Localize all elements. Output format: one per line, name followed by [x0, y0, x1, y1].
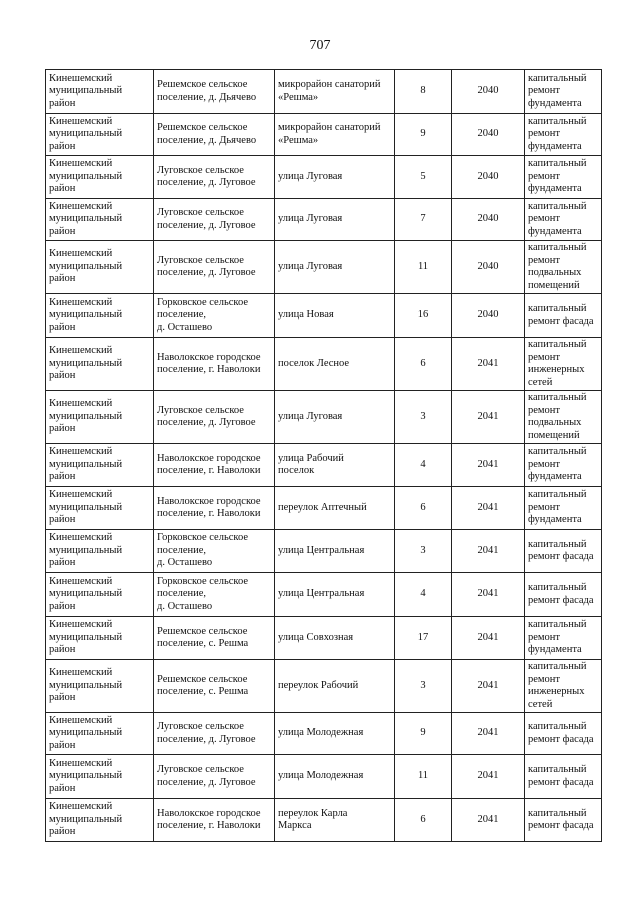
- district-cell-line: Кинешемский: [49, 398, 113, 410]
- street-cell: [275, 114, 395, 156]
- district-cell: [46, 70, 154, 114]
- district-cell-line: Кинешемский: [49, 115, 113, 127]
- page-number: 707: [309, 38, 331, 53]
- street-cell-line: улица Центральная: [278, 544, 365, 556]
- district-cell-line: муниципальный: [49, 501, 123, 513]
- settlement-cell: [154, 660, 275, 713]
- work-type-cell-line: ремонт фасада: [528, 733, 594, 745]
- district-cell: [46, 444, 154, 487]
- work-type-cell-line: фундамента: [528, 97, 582, 109]
- work-type-cell-line: помещений: [528, 429, 580, 441]
- table-body: [46, 70, 602, 842]
- work-type-cell: [525, 713, 602, 755]
- district-cell: [46, 114, 154, 156]
- work-type-cell-line: капитальный: [528, 158, 587, 170]
- street-cell: [275, 338, 395, 391]
- street-cell: [275, 573, 395, 617]
- district-cell-line: район: [49, 225, 76, 237]
- street-cell-line: поселок Лесное: [278, 357, 350, 369]
- street-cell-line: поселок: [278, 465, 315, 476]
- settlement-cell-line: Наволокское городское: [157, 807, 261, 819]
- work-type-cell-line: капитальный: [528, 200, 587, 212]
- year-cell: 2040: [452, 199, 525, 241]
- street-cell-line: улица Луговая: [278, 410, 343, 422]
- settlement-cell-line: Луговское сельское: [157, 721, 244, 732]
- district-cell: [46, 755, 154, 799]
- settlement-cell: [154, 199, 275, 241]
- settlement-cell-line: Луговское сельское: [157, 254, 244, 266]
- table-row: [46, 114, 602, 156]
- district-cell: [46, 338, 154, 391]
- work-type-cell-line: капитальный: [528, 619, 587, 631]
- year-cell: 2041: [452, 530, 525, 573]
- work-type-cell: [525, 573, 602, 617]
- settlement-cell-line: Наволокское городское: [157, 452, 261, 464]
- table-row: [46, 573, 602, 617]
- street-cell-line: «Решма»: [278, 91, 319, 103]
- district-cell-line: район: [49, 97, 76, 109]
- district-cell: [46, 199, 154, 241]
- house-number-cell: 17: [395, 617, 452, 660]
- year-cell: 2041: [452, 799, 525, 842]
- district-cell: [46, 391, 154, 444]
- district-cell-line: район: [49, 644, 76, 656]
- street-cell-line: улица Новая: [278, 309, 334, 321]
- street-cell: [275, 70, 395, 114]
- district-cell-line: муниципальный: [49, 309, 123, 321]
- district-cell-line: Кинешемский: [49, 714, 113, 726]
- settlement-cell-line: поселение, с. Решма: [157, 686, 249, 697]
- house-number-cell: 3: [395, 391, 452, 444]
- street-cell: [275, 444, 395, 487]
- settlement-cell-line: поселение, д. Дьячево: [157, 134, 257, 146]
- work-type-cell-line: ремонт: [528, 85, 561, 97]
- street-cell-line: переулок Рабочий: [278, 679, 359, 691]
- year-cell: 2041: [452, 487, 525, 530]
- house-number-cell: 6: [395, 799, 452, 842]
- settlement-cell: [154, 391, 275, 444]
- house-number-cell: 7: [395, 199, 452, 241]
- district-cell-line: район: [49, 273, 76, 285]
- district-cell-line: муниципальный: [49, 588, 123, 600]
- street-cell-line: «Решма»: [278, 134, 319, 146]
- district-cell-line: муниципальный: [49, 213, 123, 225]
- district-cell-line: район: [49, 739, 76, 751]
- work-type-cell: [525, 660, 602, 713]
- table-row: [46, 391, 602, 444]
- house-number-cell: 6: [395, 487, 452, 530]
- work-type-cell-line: ремонт: [528, 404, 561, 416]
- district-cell-line: Кинешемский: [49, 345, 113, 357]
- year-cell: 2041: [452, 617, 525, 660]
- work-type-cell-line: капитальный: [528, 489, 587, 501]
- district-cell-line: муниципальный: [49, 679, 123, 691]
- settlement-cell: [154, 573, 275, 617]
- house-number-cell: 3: [395, 660, 452, 713]
- year-cell: 2040: [452, 70, 525, 114]
- street-cell-line: микрорайон санаторий: [278, 122, 381, 133]
- district-cell-line: муниципальный: [49, 727, 123, 739]
- district-cell-line: муниципальный: [49, 260, 123, 272]
- table-row: [46, 799, 602, 842]
- settlement-cell-line: Решемское сельское: [157, 625, 248, 637]
- settlement-cell-line: Луговское сельское: [157, 207, 244, 218]
- district-cell: [46, 573, 154, 617]
- district-cell-line: муниципальный: [49, 770, 123, 782]
- work-type-cell-line: ремонт: [528, 631, 561, 643]
- settlement-cell: [154, 241, 275, 294]
- work-type-cell-line: капитальный: [528, 807, 587, 819]
- work-type-cell-line: капитальный: [528, 115, 587, 127]
- district-cell-line: муниципальный: [49, 357, 123, 369]
- district-cell: [46, 156, 154, 199]
- work-type-cell-line: подвальных: [528, 417, 582, 428]
- district-cell-line: Кинешемский: [49, 667, 113, 679]
- settlement-cell-line: Решемское сельское: [157, 122, 248, 133]
- work-type-cell: [525, 70, 602, 114]
- street-cell-line: улица Луговая: [278, 260, 343, 272]
- work-type-cell-line: подвальных: [528, 267, 582, 278]
- district-cell-line: район: [49, 140, 76, 152]
- settlement-cell-line: поселение, д. Луговое: [157, 219, 256, 231]
- settlement-cell: [154, 156, 275, 199]
- year-cell: 2040: [452, 294, 525, 338]
- street-cell: [275, 755, 395, 799]
- district-cell: [46, 294, 154, 338]
- district-cell-line: район: [49, 826, 76, 838]
- settlement-cell-line: поселение, д. Луговое: [157, 177, 256, 188]
- work-type-cell-line: ремонт: [528, 351, 561, 363]
- year-cell: 2041: [452, 338, 525, 391]
- street-cell: [275, 391, 395, 444]
- house-number-cell: 8: [395, 70, 452, 114]
- settlement-cell-line: Луговское сельское: [157, 764, 244, 775]
- settlement-cell-line: д. Осташево: [157, 557, 213, 569]
- settlement-cell-line: Наволокское городское: [157, 495, 261, 507]
- district-cell-line: район: [49, 600, 76, 612]
- district-cell: [46, 241, 154, 294]
- work-type-cell-line: капитальный: [528, 446, 587, 458]
- street-cell-line: улица Луговая: [278, 213, 343, 225]
- year-cell: 2041: [452, 660, 525, 713]
- work-type-cell: [525, 114, 602, 156]
- table-row: [46, 755, 602, 799]
- table-row: [46, 338, 602, 391]
- district-cell: [46, 713, 154, 755]
- district-cell: [46, 530, 154, 573]
- district-cell-line: Кинешемский: [49, 757, 113, 769]
- street-cell-line: улица Молодежная: [278, 770, 364, 782]
- district-cell-line: район: [49, 423, 76, 435]
- house-number-cell: 9: [395, 114, 452, 156]
- settlement-cell-line: поселение, д. Луговое: [157, 417, 256, 428]
- district-cell-line: район: [49, 692, 76, 704]
- work-type-cell-line: инженерных: [528, 686, 585, 697]
- settlement-cell-line: поселение, с. Решма: [157, 638, 249, 649]
- settlement-cell-line: Горковское сельское: [157, 296, 248, 308]
- house-number-cell: 4: [395, 444, 452, 487]
- street-cell: [275, 156, 395, 199]
- work-type-cell-line: сетей: [528, 698, 553, 710]
- year-cell: 2040: [452, 241, 525, 294]
- street-cell: [275, 294, 395, 338]
- settlement-cell: [154, 755, 275, 799]
- house-number-cell: 9: [395, 713, 452, 755]
- table-row: [46, 660, 602, 713]
- work-type-cell-line: ремонт фасада: [528, 315, 594, 327]
- work-type-cell: [525, 487, 602, 530]
- district-cell-line: муниципальный: [49, 85, 123, 97]
- work-type-cell-line: ремонт фасада: [528, 776, 594, 788]
- work-type-cell-line: фундамента: [528, 644, 582, 656]
- work-type-cell-line: ремонт фасада: [528, 551, 594, 562]
- district-cell-line: муниципальный: [49, 128, 123, 140]
- district-cell-line: Кинешемский: [49, 446, 113, 458]
- work-type-cell-line: ремонт: [528, 128, 561, 140]
- street-cell-line: Маркса: [278, 820, 312, 831]
- work-type-cell: [525, 338, 602, 391]
- district-cell: [46, 617, 154, 660]
- settlement-cell: [154, 114, 275, 156]
- work-type-cell-line: фундамента: [528, 225, 582, 237]
- settlement-cell-line: поселение,: [157, 544, 207, 556]
- street-cell-line: улица Центральная: [278, 588, 365, 600]
- district-cell-line: район: [49, 471, 76, 483]
- district-cell-line: район: [49, 183, 76, 195]
- settlement-cell-line: Решемское сельское: [157, 673, 248, 685]
- year-cell: 2040: [452, 114, 525, 156]
- table-row: [46, 713, 602, 755]
- repair-schedule-table: [45, 69, 602, 842]
- house-number-cell: 5: [395, 156, 452, 199]
- house-number-cell: 3: [395, 530, 452, 573]
- settlement-cell: [154, 617, 275, 660]
- work-type-cell-line: ремонт: [528, 213, 561, 225]
- settlement-cell-line: поселение, г. Наволоки: [157, 508, 261, 519]
- work-type-cell-line: капитальный: [528, 538, 587, 550]
- table-row: [46, 487, 602, 530]
- house-number-cell: 16: [395, 294, 452, 338]
- work-type-cell: [525, 241, 602, 294]
- district-cell-line: муниципальный: [49, 813, 123, 825]
- table-row: [46, 241, 602, 294]
- work-type-cell-line: капитальный: [528, 72, 587, 84]
- street-cell: [275, 660, 395, 713]
- house-number-cell: 4: [395, 573, 452, 617]
- table-row: [46, 530, 602, 573]
- district-cell-line: Кинешемский: [49, 619, 113, 631]
- work-type-cell-line: ремонт фасада: [528, 594, 594, 606]
- settlement-cell-line: поселение, г. Наволоки: [157, 820, 261, 831]
- street-cell-line: улица Молодежная: [278, 727, 364, 739]
- district-cell-line: муниципальный: [49, 631, 123, 643]
- work-type-cell-line: помещений: [528, 279, 580, 291]
- settlement-cell-line: д. Осташево: [157, 321, 213, 333]
- settlement-cell-line: поселение, г. Наволоки: [157, 364, 261, 375]
- year-cell: 2041: [452, 713, 525, 755]
- work-type-cell: [525, 755, 602, 799]
- year-cell: 2040: [452, 156, 525, 199]
- district-cell-line: Кинешемский: [49, 72, 113, 84]
- work-type-cell-line: капитальный: [528, 392, 587, 403]
- district-cell-line: Кинешемский: [49, 489, 113, 501]
- settlement-cell: [154, 487, 275, 530]
- house-number-cell: 11: [395, 241, 452, 294]
- work-type-cell: [525, 391, 602, 444]
- table-row: [46, 70, 602, 114]
- street-cell: [275, 487, 395, 530]
- work-type-cell-line: ремонт: [528, 170, 561, 182]
- settlement-cell-line: поселение, д. Луговое: [157, 733, 256, 745]
- settlement-cell-line: д. Осташево: [157, 600, 213, 612]
- table-row: [46, 617, 602, 660]
- work-type-cell-line: фундамента: [528, 140, 582, 152]
- table-row: [46, 156, 602, 199]
- work-type-cell-line: ремонт: [528, 673, 561, 685]
- settlement-cell-line: Наволокское городское: [157, 351, 261, 363]
- work-type-cell: [525, 530, 602, 573]
- work-type-cell-line: капитальный: [528, 764, 587, 775]
- district-cell: [46, 487, 154, 530]
- street-cell: [275, 199, 395, 241]
- street-cell-line: улица Рабочий: [278, 452, 344, 464]
- work-type-cell: [525, 156, 602, 199]
- work-type-cell: [525, 799, 602, 842]
- work-type-cell: [525, 199, 602, 241]
- district-cell-line: район: [49, 321, 76, 333]
- settlement-cell-line: Луговское сельское: [157, 404, 244, 416]
- house-number-cell: 11: [395, 755, 452, 799]
- work-type-cell-line: ремонт: [528, 458, 561, 470]
- street-cell-line: переулок Карла: [278, 807, 348, 819]
- street-cell-line: улица Совхозная: [278, 631, 354, 643]
- work-type-cell-line: капитальный: [528, 721, 587, 732]
- district-cell-line: Кинешемский: [49, 575, 113, 587]
- street-cell: [275, 799, 395, 842]
- district-cell-line: район: [49, 557, 76, 569]
- settlement-cell-line: поселение, д. Луговое: [157, 776, 256, 788]
- work-type-cell: [525, 294, 602, 338]
- street-cell: [275, 713, 395, 755]
- work-type-cell-line: ремонт: [528, 501, 561, 513]
- settlement-cell-line: Решемское сельское: [157, 79, 248, 90]
- work-type-cell-line: фундамента: [528, 514, 582, 526]
- district-cell-line: Кинешемский: [49, 801, 113, 813]
- table-row: [46, 444, 602, 487]
- year-cell: 2041: [452, 391, 525, 444]
- settlement-cell: [154, 713, 275, 755]
- settlement-cell: [154, 444, 275, 487]
- work-type-cell: [525, 617, 602, 660]
- house-number-cell: 6: [395, 338, 452, 391]
- settlement-cell: [154, 70, 275, 114]
- street-cell-line: улица Луговая: [278, 170, 343, 182]
- district-cell-line: Кинешемский: [49, 532, 113, 544]
- work-type-cell-line: фундамента: [528, 471, 582, 483]
- settlement-cell-line: Горковское сельское: [157, 532, 248, 544]
- work-type-cell-line: капитальный: [528, 582, 587, 593]
- year-cell: 2041: [452, 755, 525, 799]
- settlement-cell-line: Луговское сельское: [157, 164, 244, 176]
- street-cell: [275, 617, 395, 660]
- work-type-cell-line: капитальный: [528, 242, 587, 253]
- table-row: [46, 294, 602, 338]
- work-type-cell-line: сетей: [528, 376, 553, 388]
- settlement-cell-line: поселение, г. Наволоки: [157, 465, 261, 476]
- settlement-cell: [154, 530, 275, 573]
- district-cell-line: муниципальный: [49, 544, 123, 556]
- settlement-cell-line: поселение, д. Луговое: [157, 267, 256, 278]
- district-cell-line: муниципальный: [49, 410, 123, 422]
- street-cell: [275, 241, 395, 294]
- settlement-cell-line: поселение,: [157, 309, 207, 321]
- district-cell: [46, 799, 154, 842]
- work-type-cell-line: капитальный: [528, 303, 587, 314]
- work-type-cell-line: фундамента: [528, 183, 582, 195]
- district-cell-line: Кинешемский: [49, 248, 113, 260]
- year-cell: 2041: [452, 573, 525, 617]
- settlement-cell-line: поселение, д. Дьячево: [157, 91, 257, 103]
- district-cell-line: муниципальный: [49, 458, 123, 470]
- work-type-cell-line: инженерных: [528, 364, 585, 375]
- work-type-cell-line: капитальный: [528, 339, 587, 350]
- work-type-cell: [525, 444, 602, 487]
- street-cell: [275, 530, 395, 573]
- district-cell-line: Кинешемский: [49, 296, 113, 308]
- work-type-cell-line: ремонт фасада: [528, 820, 594, 831]
- settlement-cell: [154, 294, 275, 338]
- district-cell-line: муниципальный: [49, 170, 123, 182]
- district-cell: [46, 660, 154, 713]
- district-cell-line: Кинешемский: [49, 200, 113, 212]
- district-cell-line: Кинешемский: [49, 158, 113, 170]
- street-cell-line: микрорайон санаторий: [278, 79, 381, 90]
- settlement-cell-line: Горковское сельское: [157, 575, 248, 587]
- street-cell-line: переулок Аптечный: [278, 501, 367, 513]
- settlement-cell-line: поселение,: [157, 588, 207, 600]
- table-row: [46, 199, 602, 241]
- settlement-cell: [154, 338, 275, 391]
- work-type-cell-line: ремонт: [528, 254, 561, 266]
- district-cell-line: район: [49, 782, 76, 794]
- district-cell-line: район: [49, 370, 76, 382]
- work-type-cell-line: капитальный: [528, 661, 587, 672]
- district-cell-line: район: [49, 514, 76, 526]
- settlement-cell: [154, 799, 275, 842]
- year-cell: 2041: [452, 444, 525, 487]
